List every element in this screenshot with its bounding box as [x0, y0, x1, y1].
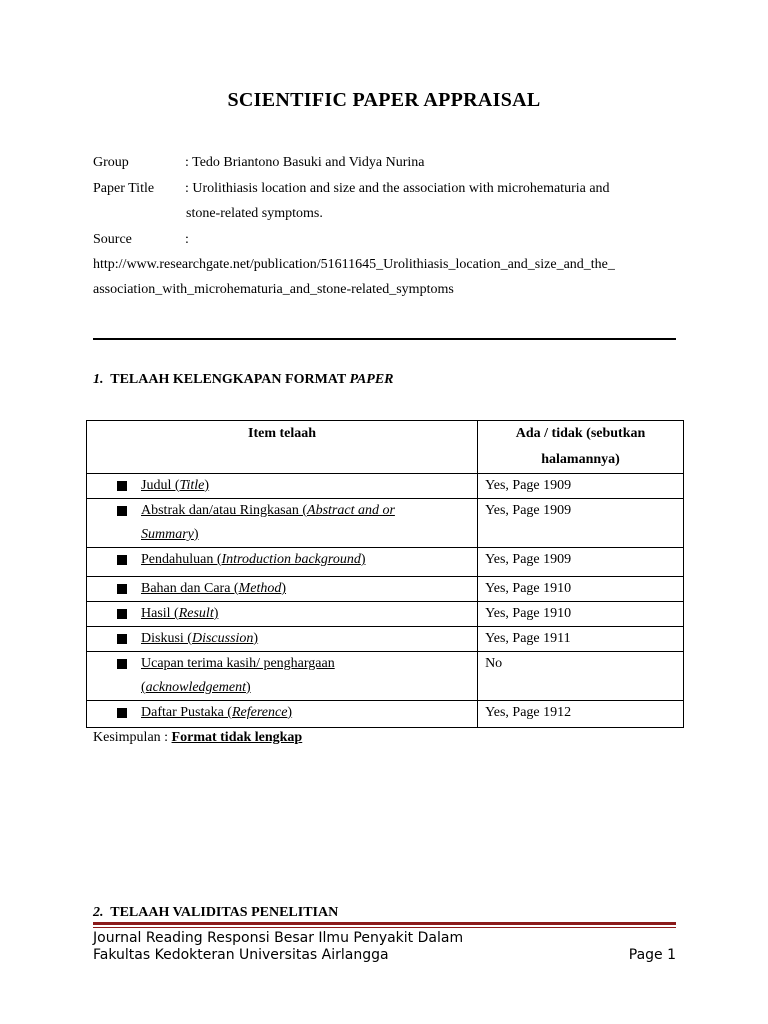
paper-title-label: Paper Title — [93, 181, 155, 196]
source-url-line2[interactable]: association_with_microhematuria_and_stone-related_symptoms — [93, 282, 454, 297]
paper-title-value-line1: : Urolithiasis location and size and the association with microhematuria and — [185, 181, 610, 196]
row-bahan-label: Bahan dan Cara (Method) — [141, 581, 287, 596]
section2-heading-text: TELAAH VALIDITAS PENELITIAN — [110, 905, 339, 920]
row-diskusi-value: Yes, Page 1911 — [485, 631, 571, 646]
group-label: Group — [93, 155, 129, 170]
paper-title-value-line2: stone-related symptoms. — [186, 206, 323, 221]
row-hasil-value-cell — [478, 602, 684, 627]
row-daftar-value: Yes, Page 1912 — [485, 705, 572, 720]
header-ada-tidak — [478, 421, 684, 474]
square-bullet-icon — [117, 708, 127, 718]
table-header-row — [87, 421, 684, 474]
table-row — [87, 548, 684, 577]
square-bullet-icon — [117, 659, 127, 669]
row-ucapan-label-cell — [87, 652, 478, 701]
square-bullet-icon — [117, 609, 127, 619]
group-value: : Tedo Briantono Basuki and Vidya Nurina — [185, 155, 425, 170]
table-row — [87, 652, 684, 701]
row-hasil-value: Yes, Page 1910 — [485, 606, 572, 621]
row-diskusi-value-cell — [478, 627, 684, 652]
row-pendahuluan-value: Yes, Page 1909 — [485, 552, 572, 567]
footer-rule-thin — [93, 927, 676, 928]
row-bahan-value-cell — [478, 577, 684, 602]
row-hasil-label: Hasil (Result) — [141, 606, 219, 621]
source-label: Source — [93, 232, 132, 247]
row-ucapan-value-cell — [478, 652, 684, 701]
row-daftar-value-cell — [478, 701, 684, 728]
footer-line2-row — [93, 947, 676, 963]
header-divider — [93, 338, 676, 340]
square-bullet-icon — [117, 584, 127, 594]
footer-line2: Fakultas Kedokteran Universitas Airlangga — [93, 947, 389, 963]
row-pendahuluan-label: Pendahuluan (Introduction background) — [141, 552, 366, 567]
footer-rule-thick — [93, 922, 676, 925]
row-abstrak-value: Yes, Page 1909 — [485, 503, 572, 518]
row-hasil-label-cell — [87, 602, 478, 627]
row-ucapan-label-wrap — [141, 652, 335, 700]
table-row — [87, 602, 684, 627]
row-judul-value-cell — [478, 474, 684, 499]
format-review-table — [86, 420, 684, 728]
table-row — [87, 474, 684, 499]
section1-heading-text: TELAAH KELENGKAPAN FORMAT — [110, 372, 346, 387]
page-number: Page 1 — [628, 947, 676, 963]
section1-heading — [93, 372, 394, 388]
row-bahan-label-cell — [87, 577, 478, 602]
row-ucapan-value: No — [485, 656, 503, 671]
square-bullet-icon — [117, 555, 127, 565]
row-pendahuluan-label-cell — [87, 548, 478, 577]
header-ada-tidak-line2: halamannya) — [541, 452, 620, 467]
row-pendahuluan-value-cell — [478, 548, 684, 577]
table-row — [87, 499, 684, 548]
row-daftar-label: Daftar Pustaka (Reference) — [141, 705, 293, 720]
header-item-telaah: Item telaah — [87, 421, 478, 474]
table-row — [87, 701, 684, 728]
row-abstrak-label-cell — [87, 499, 478, 548]
row-judul-label-cell — [87, 474, 478, 499]
row-diskusi-label: Diskusi (Discussion) — [141, 631, 259, 646]
section1-heading-italic: PAPER — [349, 372, 394, 387]
section2-number: 2. — [93, 905, 104, 920]
section1-number: 1. — [93, 372, 104, 387]
section2-heading — [93, 905, 338, 921]
square-bullet-icon — [117, 481, 127, 491]
row-ucapan-label-2: (acknowledgement) — [141, 680, 251, 695]
row-bahan-value: Yes, Page 1910 — [485, 581, 572, 596]
document-title: SCIENTIFIC PAPER APPRAISAL — [227, 89, 541, 111]
conclusion — [93, 730, 302, 746]
square-bullet-icon — [117, 634, 127, 644]
conclusion-label: Kesimpulan : — [93, 730, 172, 745]
row-abstrak-label: Abstrak dan/atau Ringkasan (Abstract and or — [141, 503, 395, 518]
row-judul-label: Judul (Title) — [141, 478, 210, 493]
row-abstrak-value-cell — [478, 499, 684, 548]
footer-line1: Journal Reading Responsi Besar Ilmu Penyakit Dalam — [93, 930, 464, 946]
row-abstrak-label-wrap — [141, 499, 395, 547]
row-judul-value: Yes, Page 1909 — [485, 478, 572, 493]
row-diskusi-label-cell — [87, 627, 478, 652]
source-colon: : — [185, 232, 189, 247]
table-row — [87, 577, 684, 602]
header-ada-tidak-line1: Ada / tidak (sebutkan — [515, 426, 646, 441]
conclusion-value: Format tidak lengkap — [171, 730, 303, 745]
source-url-line1[interactable]: http://www.researchgate.net/publication/51611645_Urolithiasis_location_and_size_and_the_ — [93, 257, 615, 272]
table-row — [87, 627, 684, 652]
row-daftar-label-cell — [87, 701, 478, 728]
square-bullet-icon — [117, 506, 127, 516]
row-ucapan-label: Ucapan terima kasih/ penghargaan — [141, 656, 335, 671]
row-abstrak-label-2: Summary) — [141, 527, 199, 542]
